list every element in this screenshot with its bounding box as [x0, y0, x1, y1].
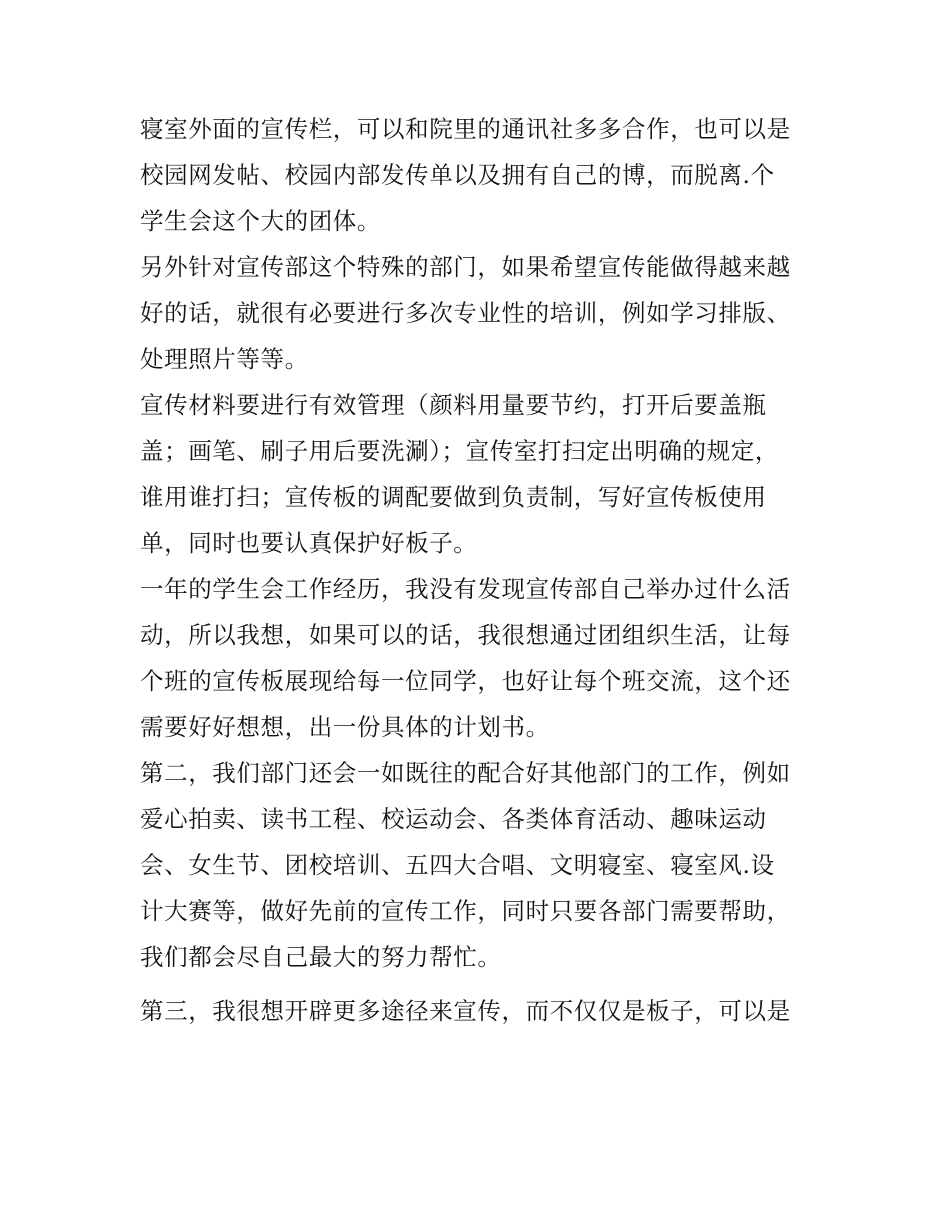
paragraph-4: 一年的学生会工作经历，我没有发现宣传部自己举办过什么活 动，所以我想，如果可以的话，我很想通过团组织生活，让每 个班的宣传板展现给每一位同学，也好让每个班交流，这个还 需要好好想想，出一份具体的计划书。 [140, 575, 791, 741]
document-body [140, 106, 820, 1034]
paragraph-5: 第二，我们部门还会一如既往的配合好其他部门的工作，例如 爱心拍卖、读书工程、校运动会、各类体育活动、趣味运动 会、女生节、团校培训、五四大合唱、文明寝室、寝室风.设 计大赛等，做好先前的宣传工作，同时只要各部门需要帮助， 我们都会尽自己最大的努力帮忙。 [140, 759, 791, 971]
paragraph-2: 另外针对宣传部这个特殊的部门，如果希望宣传能做得越来越 好的话，就很有必要进行多次专业性的培训，例如学习排版、 处理照片等等。 [140, 253, 791, 373]
paragraph-1: 寝室外面的宣传栏，可以和院里的通讯社多多合作，也可以是 校园网发帖、校园内部发传单以及拥有自己的博，而脱离.个 学生会这个大的团体。 [140, 115, 791, 235]
paragraph-3: 宣传材料要进行有效管理（颜料用量要节约，打开后要盖瓶 盖；画笔、刷子用后要洗涮）；宣传室打扫定出明确的规定， 谁用谁打扫；宣传板的调配要做到负责制，写好宣传板使用 单，同时也要认真保护好板子。 [140, 391, 779, 557]
paragraph-6: 第三，我很想开辟更多途径来宣传，而不仅仅是板子，可以是 [140, 997, 791, 1025]
